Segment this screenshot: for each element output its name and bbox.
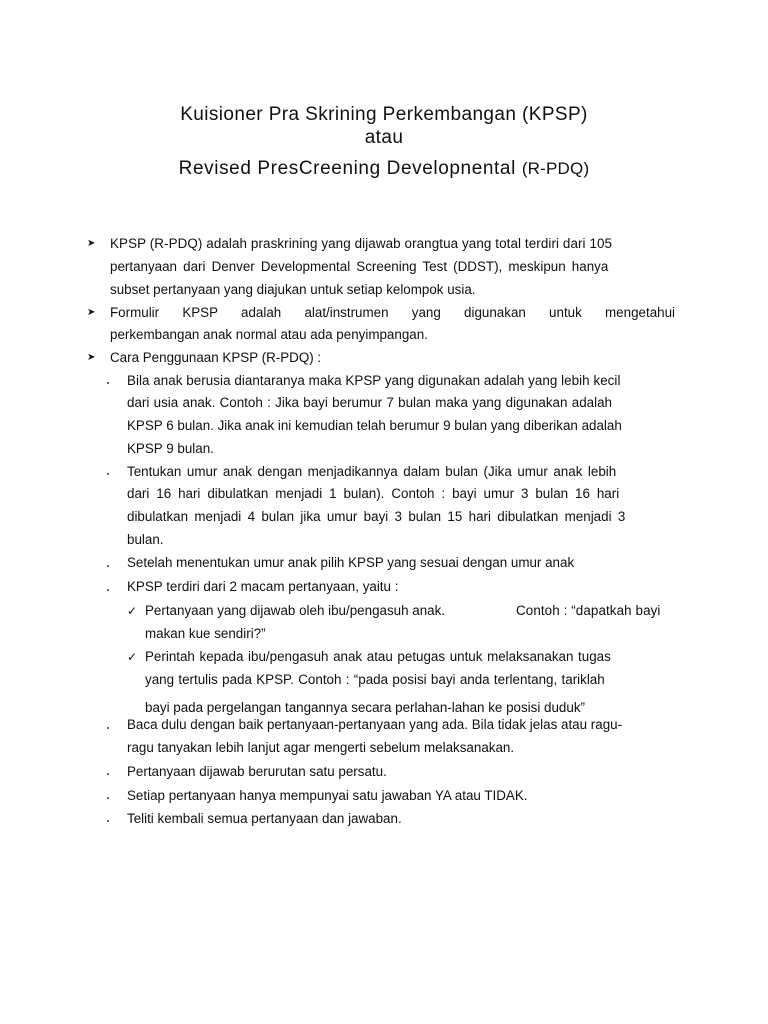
title-line-3 <box>0 158 768 180</box>
dot-bullet-icon <box>107 773 109 775</box>
section1-line-3: subset pertanyaan yang diajukan untuk setiap kelompok usia. <box>110 282 476 297</box>
bullet4-text: KPSP terdiri dari 2 macam pertanyaan, yaitu : <box>127 579 399 594</box>
bullet1-line-1: Bila anak berusia diantaranya maka KPSP yang digunakan adalah yang lebih kecil <box>127 373 621 388</box>
check2-line-3: bayi pada pergelangan tangannya secara perlahan-lahan ke posisi duduk” <box>145 700 585 715</box>
section1-line-1: KPSP (R-PDQ) adalah praskrining yang dijawab orangtua yang total terdiri dari 105 <box>110 236 613 251</box>
title-line-1: Kuisioner Pra Skrining Perkembangan (KPSP) <box>180 104 588 125</box>
check2-line-1: Perintah kepada ibu/pengasuh anak atau petugas untuk melaksanakan tugas <box>145 649 611 664</box>
dot-bullet-icon <box>107 589 109 591</box>
dot-bullet-icon <box>107 565 109 567</box>
bullet2-line-3: dibulatkan menjadi 4 bulan jika umur bayi 3 bulan 15 hari dibulatkan menjadi 3 <box>127 509 626 524</box>
arrowhead-bullet-icon: ➤ <box>87 352 96 363</box>
bullet3-text: Setelah menentukan umur anak pilih KPSP yang sesuai dengan umur anak <box>127 555 575 570</box>
section3-heading: Cara Penggunaan KPSP (R-PDQ) : <box>110 350 322 365</box>
bullet8-text: Teliti kembali semua pertanyaan dan jawaban. <box>127 811 402 826</box>
section2-line-2: perkembangan anak normal atau ada penyimpangan. <box>110 327 428 342</box>
bullet5-line-1: Baca dulu dengan baik pertanyaan-pertanyaan yang ada. Bila tidak jelas atau ragu- <box>127 717 623 732</box>
bullet7-text: Setiap pertanyaan hanya mempunyai satu jawaban YA atau TIDAK. <box>127 788 528 803</box>
dot-bullet-icon <box>107 473 109 475</box>
section1-line-2: pertanyaan dari Denver Developmental Screening Test (DDST), meskipun hanya <box>110 259 609 274</box>
title-line-3-abbr: (R-PDQ) <box>521 159 590 178</box>
bullet2-line-4: bulan. <box>127 532 164 547</box>
check2-line-2: yang tertulis pada KPSP. Contoh : “pada posisi bayi anda terlentang, tariklah <box>145 672 605 687</box>
bullet2-line-1: Tentukan umur anak dengan menjadikannya dalam bulan (Jika umur anak lebih <box>127 464 617 479</box>
bullet1-line-4: KPSP 9 bulan. <box>127 441 214 456</box>
bullet6-text: Pertanyaan dijawab berurutan satu persatu. <box>127 764 387 779</box>
bullet1-line-2: dari usia anak. Contoh : Jika bayi berumur 7 bulan maka yang digunakan adalah <box>127 395 612 410</box>
bullet2-line-2: dari 16 hari dibulatkan menjadi 1 bulan). Contoh : bayi umur 3 bulan 16 hari <box>127 486 620 501</box>
checkmark-bullet-icon: ✓ <box>127 650 138 664</box>
check1-line-1b: Contoh : “dapatkah bayi <box>516 603 661 618</box>
title-line-2: atau <box>364 127 404 148</box>
dot-bullet-icon <box>107 382 109 384</box>
section2-line-1: Formulir KPSP adalah alat/instrumen yang digunakan untuk mengetahui <box>110 305 676 320</box>
dot-bullet-icon <box>107 727 109 729</box>
arrowhead-bullet-icon: ➤ <box>87 307 96 318</box>
dot-bullet-icon <box>107 820 109 822</box>
checkmark-bullet-icon: ✓ <box>127 604 138 618</box>
arrowhead-bullet-icon: ➤ <box>87 238 96 249</box>
title-line-3-main: Revised PresCreening Developnental <box>178 158 522 179</box>
check1-line-1a: Pertanyaan yang dijawab oleh ibu/pengasuh anak. <box>145 603 446 618</box>
bullet1-line-3: KPSP 6 bulan. Jika anak ini kemudian telah berumur 9 bulan yang diberikan adalah <box>127 418 622 433</box>
dot-bullet-icon <box>107 797 109 799</box>
bullet5-line-2: ragu tanyakan lebih lanjut agar mengerti sebelum melaksanakan. <box>127 740 515 755</box>
check1-line-2: makan kue sendiri?” <box>145 626 266 641</box>
